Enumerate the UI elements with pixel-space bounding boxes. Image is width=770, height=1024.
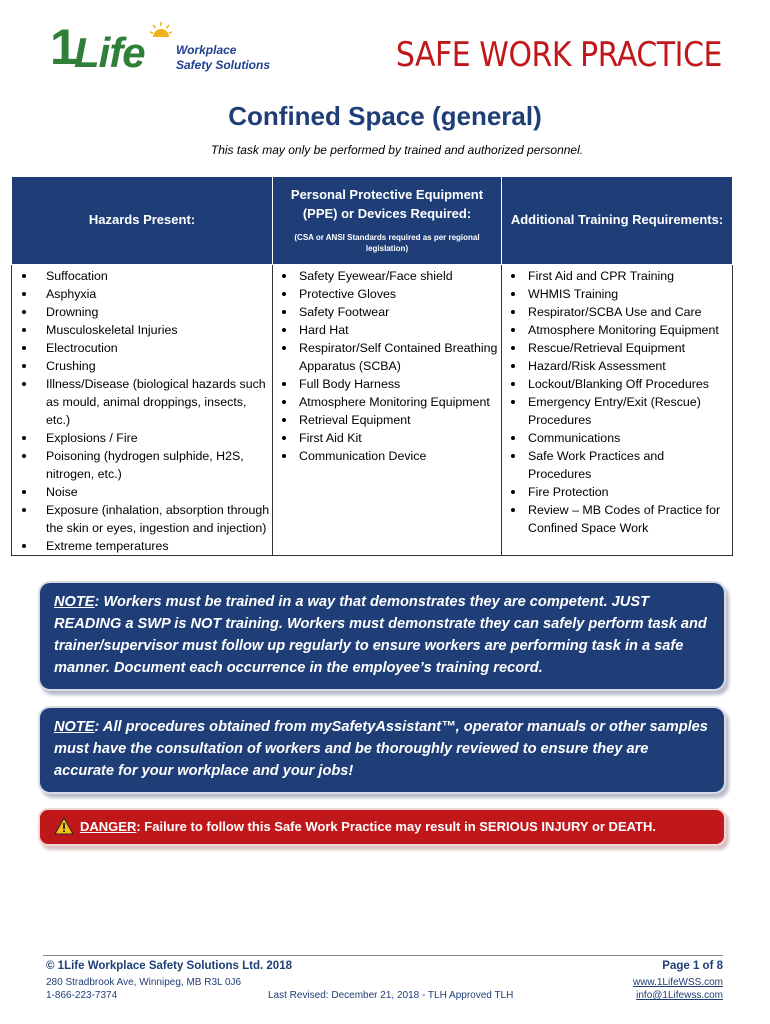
ppe-item: Retrieval Equipment xyxy=(275,411,499,429)
table-header-row xyxy=(12,177,733,265)
footer-divider xyxy=(43,955,723,956)
training-header xyxy=(502,177,733,265)
ppe-item: Safety Footwear xyxy=(275,303,499,321)
footer-email-link[interactable]: info@1Lifewss.com xyxy=(636,990,723,1001)
authorization-notice: This task may only be performed by trained and authorized personnel. xyxy=(210,143,584,157)
danger-banner xyxy=(40,810,724,844)
training-item: Safe Work Practices and Procedures xyxy=(504,447,730,483)
ppe-item: Full Body Harness xyxy=(275,375,499,393)
ppe-header-label: Personal Protective Equipment (PPE) or Devices Required: xyxy=(290,187,484,222)
hazards-list xyxy=(14,267,270,555)
hazard-item: Drowning xyxy=(14,303,270,321)
logo-name: Life xyxy=(74,29,145,76)
training-item: Rescue/Retrieval Equipment xyxy=(504,339,730,357)
logo-mark: 1 xyxy=(50,19,76,75)
requirements-table xyxy=(11,176,733,556)
training-note-box xyxy=(40,583,724,689)
company-logo xyxy=(50,19,290,80)
warning-triangle-icon xyxy=(54,817,74,835)
hazard-item: Extreme temperatures xyxy=(14,537,270,555)
sun-icon xyxy=(150,22,172,38)
training-list xyxy=(504,267,730,537)
logo-line2: Safety Solutions xyxy=(176,58,271,72)
danger-label: DANGER xyxy=(80,819,137,834)
ppe-item: Atmosphere Monitoring Equipment xyxy=(275,393,499,411)
ppe-header xyxy=(273,177,502,265)
ppe-item: First Aid Kit xyxy=(275,429,499,447)
ppe-list xyxy=(275,267,499,465)
training-item: Review – MB Codes of Practice for Confined Space Work xyxy=(504,501,730,537)
training-item: Fire Protection xyxy=(504,483,730,501)
table-body-row xyxy=(12,265,733,556)
hazard-item: Crushing xyxy=(14,357,270,375)
procedures-note-box xyxy=(40,708,724,792)
hazard-item: Suffocation xyxy=(14,267,270,285)
hazards-header-label: Hazards Present: xyxy=(88,212,196,228)
hazards-header xyxy=(12,177,273,265)
hazard-item: Poisoning (hydrogen sulphide, H2S, nitrogen, etc.) xyxy=(14,447,270,483)
training-item: Emergency Entry/Exit (Rescue) Procedures xyxy=(504,393,730,429)
ppe-item: Hard Hat xyxy=(275,321,499,339)
logo-line1: Workplace xyxy=(176,43,237,57)
training-item: WHMIS Training xyxy=(504,285,730,303)
ppe-item: Respirator/Self Contained Breathing Apparatus (SCBA) xyxy=(275,339,499,375)
hazards-cell xyxy=(12,265,273,556)
hazard-item: Electrocution xyxy=(14,339,270,357)
hazard-item: Explosions / Fire xyxy=(14,429,270,447)
page-number: Page 1 of 8 xyxy=(662,960,723,972)
footer-phone: 1-866-223-7374 xyxy=(46,990,118,1001)
danger-text: : Failure to follow this Safe Work Practice may result in SERIOUS INJURY or DEATH. xyxy=(136,819,656,834)
ppe-item: Safety Eyewear/Face shield xyxy=(275,267,499,285)
ppe-item: Protective Gloves xyxy=(275,285,499,303)
footer-address: 280 Stradbrook Ave, Winnipeg, MB R3L 0J6 xyxy=(46,977,242,988)
note-text: : Workers must be trained in a way that demonstrates they are competent. JUST READING a SWP is NOT training. Workers must demonstrate they can safely perform task and trainer/supervisor must follow up regularly to ensure workers are performing task in a safe manner. Document each occurrence in the employee’s training record. xyxy=(54,594,707,676)
training-item: Communications xyxy=(504,429,730,447)
footer-revision: Last Revised: December 21, 2018 - TLH Approved TLH xyxy=(268,990,514,1001)
note-text: : All procedures obtained from mySafetyAssistant™, operator manuals or other samples must have the consultation of workers and be thoroughly reviewed to ensure they are accurate for your workplace and your jobs! xyxy=(54,719,708,779)
hazard-item: Musculoskeletal Injuries xyxy=(14,321,270,339)
training-item: Lockout/Blanking Off Procedures xyxy=(504,375,730,393)
ppe-header-note: (CSA or ANSI Standards required as per regional legislation) xyxy=(294,233,480,254)
document-title: SAFE WORK PRACTICE xyxy=(395,35,722,75)
hazard-item: Exposure (inhalation, absorption through the skin or eyes, ingestion and injection) xyxy=(14,501,270,537)
training-cell xyxy=(502,265,733,556)
note-label: NOTE xyxy=(54,594,95,610)
training-header-label: Additional Training Requirements: xyxy=(510,212,724,228)
training-item: Atmosphere Monitoring Equipment xyxy=(504,321,730,339)
ppe-item: Communication Device xyxy=(275,447,499,465)
hazard-item: Noise xyxy=(14,483,270,501)
hazard-item: Asphyxia xyxy=(14,285,270,303)
hazard-item: Illness/Disease (biological hazards such as mould, animal droppings, insects, etc.) xyxy=(14,375,270,429)
ppe-cell xyxy=(273,265,502,556)
training-item: Respirator/SCBA Use and Care xyxy=(504,303,730,321)
training-item: Hazard/Risk Assessment xyxy=(504,357,730,375)
training-item: First Aid and CPR Training xyxy=(504,267,730,285)
footer-copyright: © 1Life Workplace Safety Solutions Ltd. 2018 xyxy=(46,960,292,972)
document-subtitle: Confined Space (general) xyxy=(228,101,542,131)
note-label: NOTE xyxy=(54,719,95,735)
footer-website-link[interactable]: www.1LifeWSS.com xyxy=(632,977,723,988)
